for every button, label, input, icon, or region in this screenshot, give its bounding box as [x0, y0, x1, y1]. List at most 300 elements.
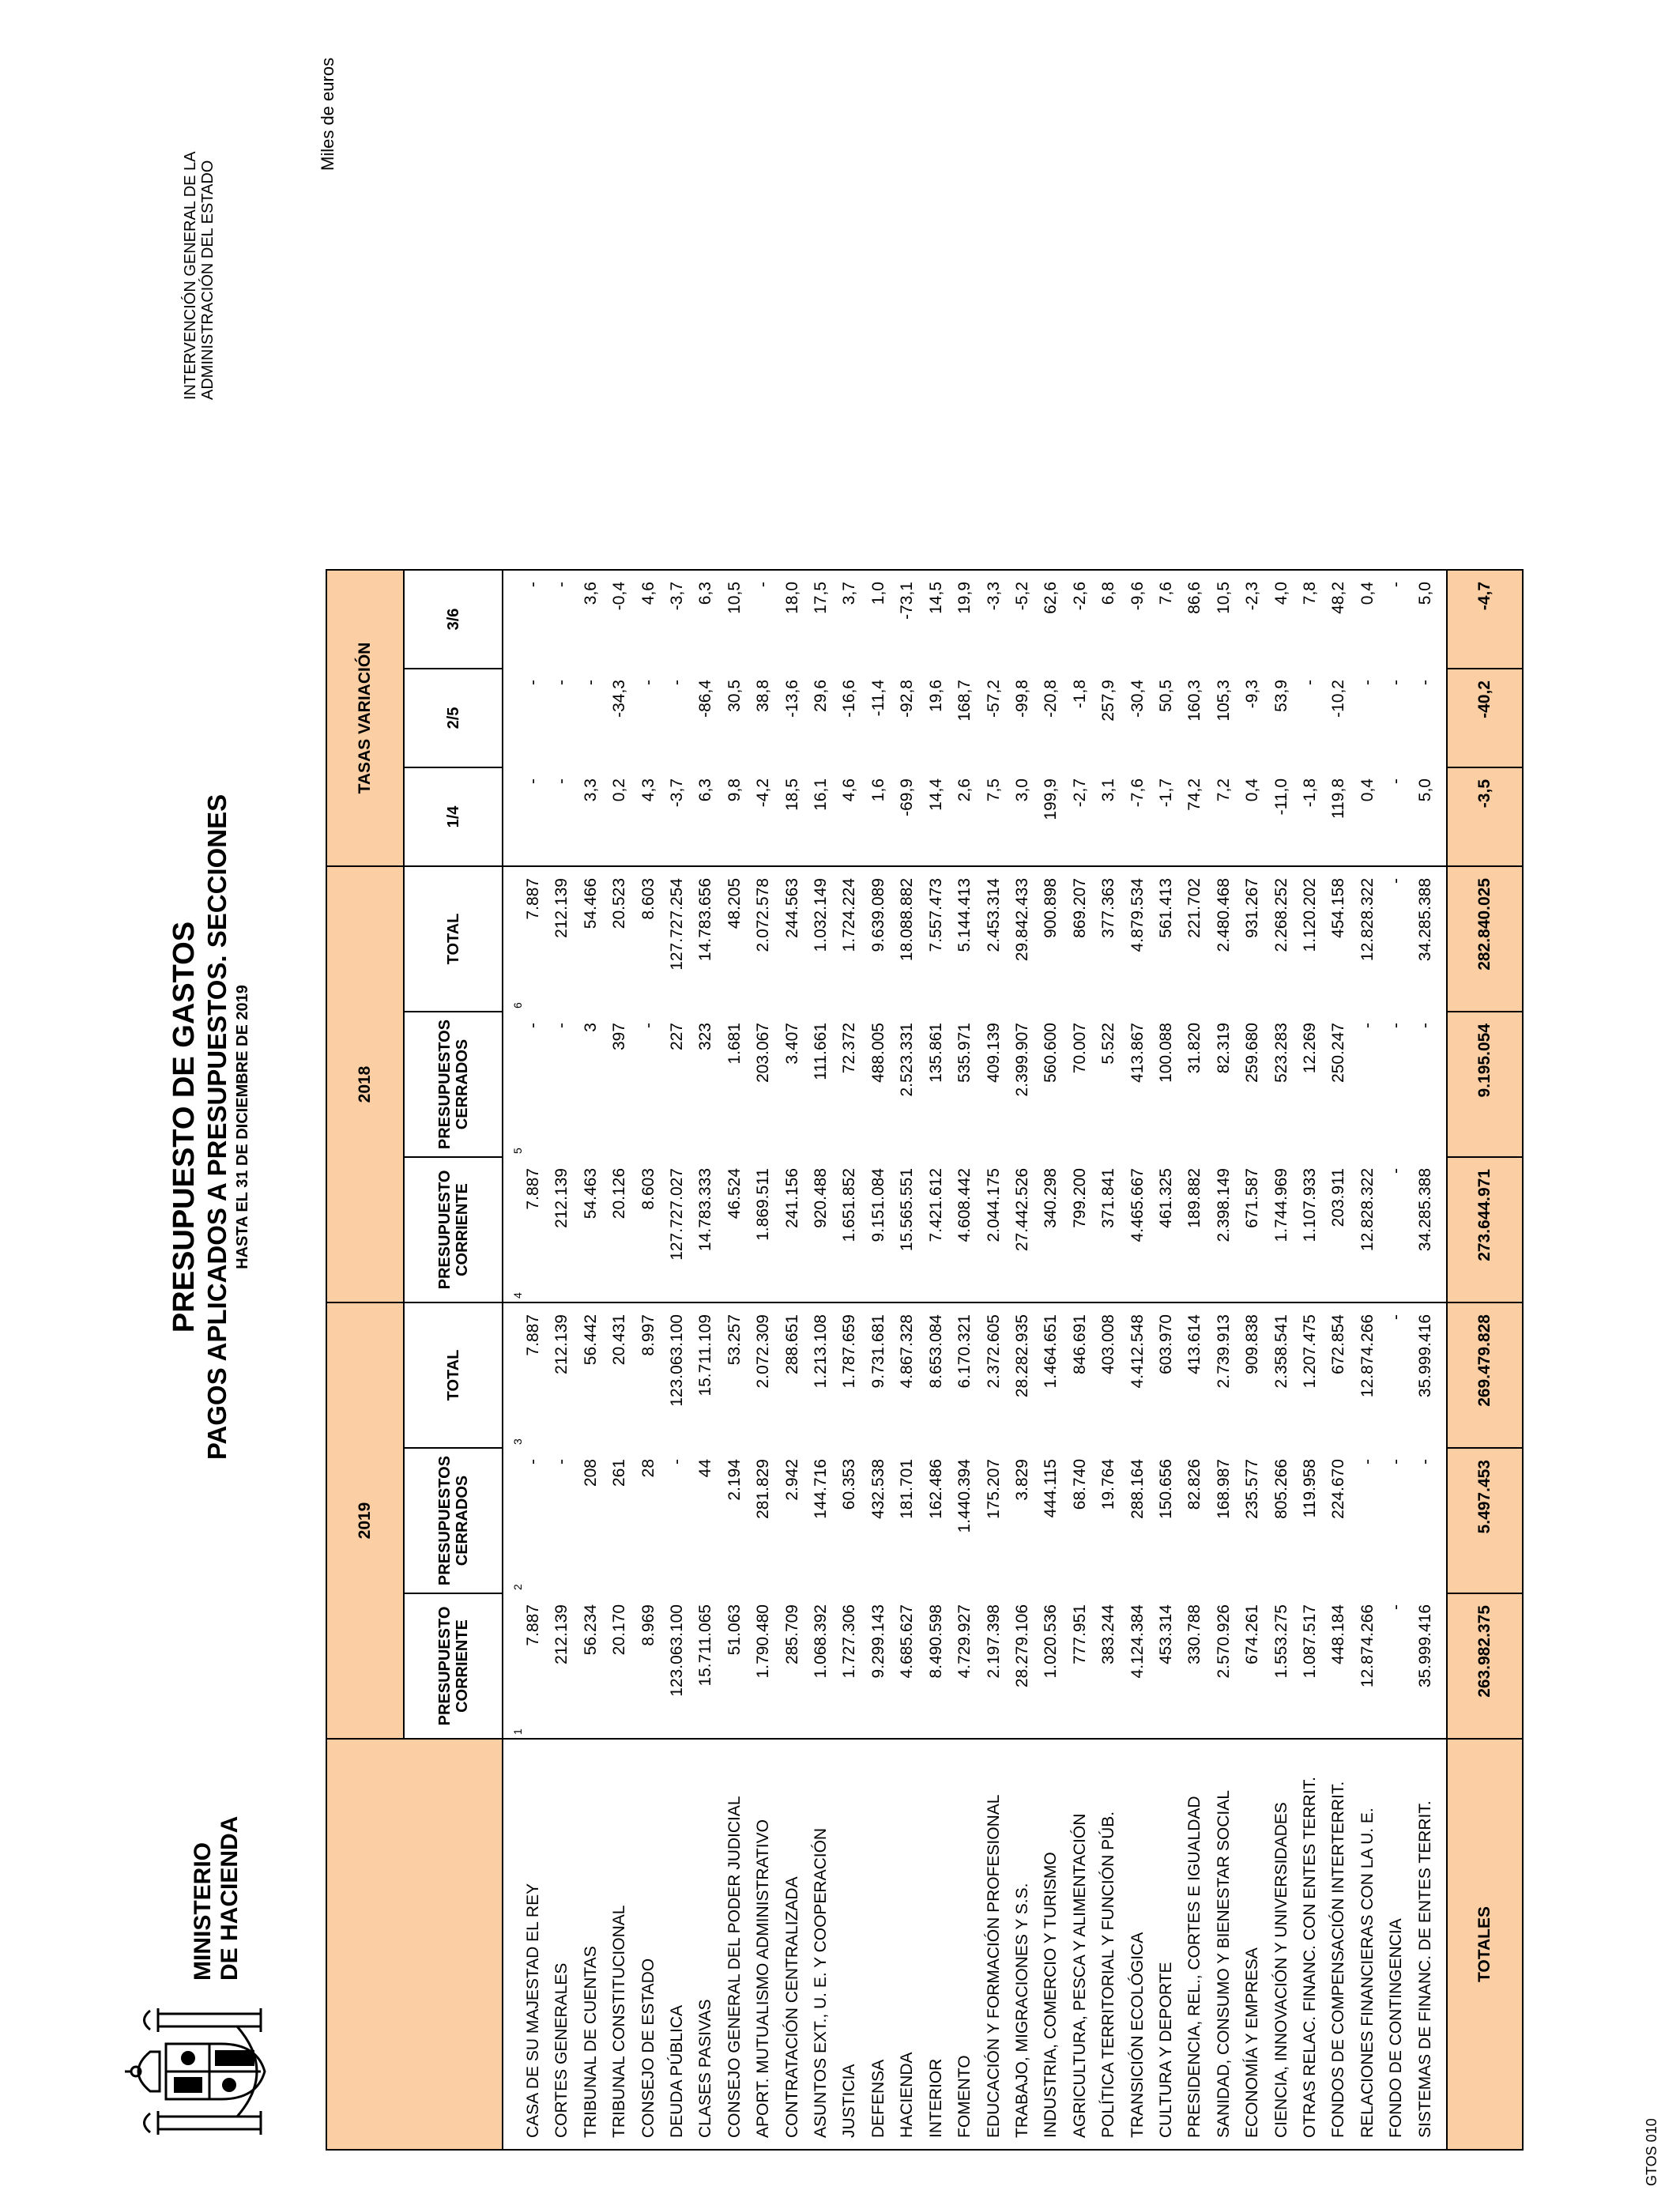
cell-value: 799.200	[1070, 1168, 1089, 1228]
value-cell	[503, 1593, 548, 1739]
cell-value: 453.314	[1156, 1604, 1175, 1664]
value-cell	[1094, 1157, 1123, 1302]
value-cell	[1382, 570, 1411, 669]
value-cell	[980, 1448, 1008, 1593]
cell-value: 413.867	[1128, 1023, 1147, 1083]
value-cell	[922, 1302, 951, 1448]
value-cell	[1210, 1157, 1238, 1302]
value-cell	[1066, 1593, 1094, 1739]
value-cell	[1324, 767, 1353, 866]
value-cell	[807, 1448, 835, 1593]
cell-value: 123.063.100	[668, 1314, 687, 1407]
value-cell	[1037, 1302, 1065, 1448]
page-title: PRESUPUESTO DE GASTOS	[168, 921, 201, 1333]
cell-value: 4.879.534	[1128, 878, 1147, 952]
value-cell	[635, 1593, 663, 1739]
cell-value: -9,6	[1128, 582, 1147, 611]
cell-value: -2,3	[1243, 582, 1262, 611]
value-cell	[1268, 669, 1296, 767]
value-cell	[1066, 1302, 1094, 1448]
value-cell	[577, 1448, 605, 1593]
value-cell	[548, 669, 576, 767]
cell-value: 0,4	[1358, 778, 1377, 802]
cell-value: 900.898	[1042, 878, 1060, 938]
cell-value: 35.999.416	[1415, 1314, 1434, 1398]
cell-value: -	[552, 1023, 571, 1028]
cell-value: -73,1	[898, 582, 917, 620]
value-cell	[1008, 570, 1037, 669]
value-cell	[1382, 1302, 1411, 1448]
value-cell	[1124, 866, 1152, 1012]
value-cell	[577, 1012, 605, 1157]
column-number: 3	[511, 1438, 524, 1445]
cell-value: -	[552, 582, 571, 587]
value-cell	[980, 1157, 1008, 1302]
cell-value: 257,9	[1099, 680, 1118, 722]
value-cell	[1066, 1448, 1094, 1593]
value-cell	[548, 1593, 576, 1739]
value-cell	[980, 570, 1008, 669]
cell-value: 4.729.927	[955, 1604, 974, 1679]
value-cell	[1066, 669, 1094, 767]
table-row	[721, 570, 749, 2150]
value-cell	[1324, 1448, 1353, 1593]
value-cell	[503, 669, 548, 767]
cell-value: 259.680	[1243, 1023, 1262, 1083]
cell-value: -	[1387, 1168, 1406, 1174]
table-row	[635, 570, 663, 2150]
value-cell	[807, 1157, 835, 1302]
cell-value: 212.139	[552, 1314, 571, 1374]
value-cell	[807, 570, 835, 669]
value-cell	[577, 767, 605, 866]
value-cell	[1008, 669, 1037, 767]
value-cell	[721, 866, 749, 1012]
value-cell	[577, 669, 605, 767]
table-row	[1124, 570, 1152, 2150]
cell-value: -	[1387, 878, 1406, 884]
value-cell	[663, 1302, 691, 1448]
table-row	[864, 570, 893, 2150]
section-name: EDUCACIÓN Y FORMACIÓN PROFESIONAL	[980, 1739, 1008, 2150]
section-name: INTERIOR	[922, 1739, 951, 2150]
cell-value: 203.911	[1329, 1168, 1348, 1227]
value-cell	[778, 866, 807, 1012]
cell-value: 1.120.202	[1300, 878, 1319, 952]
header-tasas: TASAS VARIACIÓN	[326, 570, 404, 866]
cell-value: 20.523	[610, 878, 629, 929]
cell-value: 8.997	[638, 1314, 657, 1356]
cell-value: 7.887	[524, 1604, 542, 1646]
value-cell	[1124, 1448, 1152, 1593]
cell-value: 74,2	[1185, 778, 1204, 811]
cell-value: 123.063.100	[668, 1604, 687, 1697]
value-cell	[691, 669, 720, 767]
table-body	[503, 570, 1523, 2150]
cell-value: -	[1358, 1459, 1377, 1465]
value-cell	[1296, 669, 1324, 767]
value-cell	[980, 669, 1008, 767]
cell-value: -	[552, 1459, 571, 1465]
cell-value: 12.269	[1300, 1023, 1319, 1074]
value-cell	[1296, 1302, 1324, 1448]
cell-value: -	[1415, 680, 1434, 685]
value-cell	[548, 1157, 576, 1302]
value-cell	[1238, 1157, 1267, 1302]
value-cell	[778, 1302, 807, 1448]
value-cell	[1268, 1302, 1296, 1448]
value-cell	[1037, 669, 1065, 767]
cell-value: -	[1387, 1459, 1406, 1465]
value-cell	[1324, 866, 1353, 1012]
cell-value: 62,6	[1042, 582, 1060, 614]
cell-value: -	[524, 582, 542, 587]
value-cell	[1354, 767, 1382, 866]
cell-value: 20.126	[610, 1168, 629, 1220]
cell-value: -	[1358, 1023, 1377, 1028]
cell-value: -	[1387, 680, 1406, 685]
value-cell	[635, 1157, 663, 1302]
value-cell	[1411, 1593, 1447, 1739]
cell-value: -	[1300, 680, 1319, 685]
value-cell	[1238, 1448, 1267, 1593]
value-cell	[980, 767, 1008, 866]
cell-value: 7,5	[984, 778, 1003, 802]
cell-value: 203.067	[754, 1023, 773, 1083]
value-cell	[922, 1593, 951, 1739]
cell-value: 3	[581, 1023, 600, 1032]
value-cell	[835, 1302, 864, 1448]
cell-value: -86,4	[696, 680, 715, 718]
value-cell	[749, 570, 778, 669]
section-name: CONSEJO DE ESTADO	[635, 1739, 663, 2150]
value-cell	[1124, 570, 1152, 669]
cell-value: -11,4	[868, 680, 887, 717]
cell-value: 869.207	[1070, 878, 1089, 938]
value-cell	[691, 1012, 720, 1157]
intervencion-label	[182, 151, 217, 400]
value-cell	[1238, 1302, 1267, 1448]
cell-value: 15.711.109	[696, 1314, 715, 1397]
value-cell	[548, 767, 576, 866]
value-cell	[1354, 1302, 1382, 1448]
cell-value: 3,1	[1099, 778, 1118, 802]
header-corriente-2019: PRESUPUESTO CORRIENTE	[404, 1593, 503, 1739]
section-name: TRANSICIÓN ECOLÓGICA	[1124, 1739, 1152, 2150]
value-cell	[1210, 1593, 1238, 1739]
value-cell	[1268, 570, 1296, 669]
value-cell	[1181, 669, 1209, 767]
cell-value: 9.299.143	[868, 1604, 887, 1679]
cell-value: 175.207	[984, 1459, 1003, 1519]
value-cell	[1354, 866, 1382, 1012]
cell-value: -2,6	[1070, 582, 1089, 611]
cell-value: 2.044.175	[984, 1168, 1003, 1242]
cell-value: -11,0	[1271, 778, 1290, 816]
total-value: 5.497.453	[1447, 1448, 1523, 1593]
value-cell	[922, 669, 951, 767]
value-cell	[835, 1448, 864, 1593]
value-cell	[635, 866, 663, 1012]
table-row	[691, 570, 720, 2150]
value-cell	[1124, 1302, 1152, 1448]
value-cell	[721, 1157, 749, 1302]
cell-value: 1.107.933	[1300, 1168, 1319, 1242]
cell-value: 4.412.548	[1128, 1314, 1147, 1389]
value-cell	[778, 669, 807, 767]
value-cell	[1066, 767, 1094, 866]
value-cell	[605, 669, 634, 767]
table-row	[663, 570, 691, 2150]
cell-value: -13,6	[782, 680, 801, 718]
cell-value: 82.319	[1214, 1023, 1233, 1074]
cell-value: -16,6	[840, 680, 859, 718]
cell-value: 1.651.852	[840, 1168, 859, 1242]
cell-value: 777.951	[1070, 1604, 1089, 1664]
cell-value: 224.670	[1329, 1459, 1348, 1519]
table-row	[1296, 570, 1324, 2150]
cell-value: 4,3	[638, 778, 657, 802]
value-cell	[663, 866, 691, 1012]
cell-value: -2,7	[1070, 778, 1089, 808]
cell-value: 383.244	[1099, 1604, 1118, 1664]
cell-value: -	[524, 1459, 542, 1465]
value-cell	[1411, 767, 1447, 866]
cell-value: 53.257	[725, 1314, 744, 1366]
value-cell	[893, 1012, 921, 1157]
cell-value: 1.032.149	[812, 878, 831, 952]
value-cell	[605, 866, 634, 1012]
cell-value: 68.740	[1070, 1459, 1089, 1510]
cell-value: 29.842.433	[1012, 878, 1031, 962]
value-cell	[749, 1302, 778, 1448]
cell-value: -99,8	[1012, 680, 1031, 718]
value-cell	[577, 1157, 605, 1302]
cell-value: 51.063	[725, 1604, 744, 1656]
section-name: HACIENDA	[893, 1739, 921, 2150]
value-cell	[1181, 570, 1209, 669]
cell-value: 1.087.517	[1300, 1604, 1319, 1679]
value-cell	[1382, 669, 1411, 767]
cell-value: -	[524, 1023, 542, 1028]
value-cell	[951, 1302, 979, 1448]
page-date: HASTA EL 31 DE DICIEMBRE DE 2019	[234, 985, 251, 1269]
table-row	[1152, 570, 1181, 2150]
value-cell	[778, 1593, 807, 1739]
value-cell	[893, 1302, 921, 1448]
value-cell	[577, 866, 605, 1012]
cell-value: 15.565.551	[898, 1168, 917, 1252]
value-cell	[691, 1448, 720, 1593]
value-cell	[1411, 1302, 1447, 1448]
cell-value: 3.407	[782, 1023, 801, 1065]
value-cell	[1324, 1302, 1353, 1448]
value-cell	[1210, 866, 1238, 1012]
total-value: 269.479.828	[1447, 1302, 1523, 1448]
value-cell	[1411, 570, 1447, 669]
cell-value: -	[552, 680, 571, 685]
cell-value: 56.234	[581, 1604, 600, 1656]
value-cell	[605, 570, 634, 669]
total-value: -4,7	[1447, 570, 1523, 669]
value-cell	[548, 1448, 576, 1593]
table-row	[893, 570, 921, 2150]
cell-value: 7.557.473	[926, 878, 945, 952]
value-cell	[663, 767, 691, 866]
cell-value: 15.711.065	[696, 1604, 715, 1687]
cell-value: 461.325	[1156, 1168, 1175, 1228]
value-cell	[1066, 1012, 1094, 1157]
cell-value: 4,6	[840, 778, 859, 802]
value-cell	[835, 669, 864, 767]
value-cell	[1268, 866, 1296, 1012]
cell-value: 7.887	[524, 878, 542, 920]
value-cell	[864, 1593, 893, 1739]
table-row	[807, 570, 835, 2150]
value-cell	[778, 570, 807, 669]
value-cell	[1094, 1012, 1123, 1157]
cell-value: 413.614	[1185, 1314, 1204, 1374]
cell-value: 9.151.084	[868, 1168, 887, 1242]
section-name: DEFENSA	[864, 1739, 893, 2150]
cell-value: 56.442	[581, 1314, 600, 1366]
cell-value: -92,8	[898, 680, 917, 718]
table-row	[1411, 570, 1447, 2150]
section-name: CONSEJO GENERAL DEL PODER JUDICIAL	[721, 1739, 749, 2150]
cell-value: 199,9	[1042, 778, 1060, 820]
value-cell	[1354, 1593, 1382, 1739]
cell-value: -	[524, 778, 542, 784]
value-cell	[1354, 1012, 1382, 1157]
table-row	[1181, 570, 1209, 2150]
cell-value: 7,2	[1214, 778, 1233, 802]
value-cell	[1124, 1012, 1152, 1157]
cell-value: 9.731.681	[868, 1314, 887, 1389]
cell-value: 2.072.578	[754, 878, 773, 952]
cell-value: -0,4	[610, 582, 629, 611]
value-cell	[835, 866, 864, 1012]
value-cell	[922, 1157, 951, 1302]
section-name: POLÍTICA TERRITORIAL Y FUNCIÓN PÚB.	[1094, 1739, 1123, 2150]
value-cell	[1382, 1157, 1411, 1302]
value-cell	[1008, 1302, 1037, 1448]
cell-value: -1,7	[1156, 778, 1175, 808]
value-cell	[721, 669, 749, 767]
value-cell	[503, 1448, 548, 1593]
cell-value: 14,4	[926, 778, 945, 811]
value-cell	[1411, 669, 1447, 767]
total-value: 263.982.375	[1447, 1593, 1523, 1739]
cell-value: 4,6	[638, 582, 657, 605]
value-cell	[922, 767, 951, 866]
cell-value: 2.358.541	[1271, 1314, 1290, 1389]
cell-value: -5,2	[1012, 582, 1031, 611]
value-cell	[1354, 669, 1382, 767]
value-cell	[1181, 866, 1209, 1012]
section-name: SANIDAD, CONSUMO Y BIENESTAR SOCIAL	[1210, 1739, 1238, 2150]
cell-value: -	[1415, 1023, 1434, 1028]
value-cell	[548, 1012, 576, 1157]
cell-value: 60.353	[840, 1459, 859, 1510]
header-cerrados-2019: PRESUPUESTOS CERRADOS	[404, 1448, 503, 1593]
value-cell	[1210, 669, 1238, 767]
cell-value: 1.440.394	[955, 1459, 974, 1533]
cell-value: 8.603	[638, 878, 657, 920]
table-row	[1324, 570, 1353, 2150]
value-cell	[1296, 767, 1324, 866]
value-cell	[691, 1157, 720, 1302]
cell-value: 18,0	[782, 582, 801, 614]
cell-value: -69,9	[898, 778, 917, 816]
value-cell	[893, 1157, 921, 1302]
value-cell	[1008, 1448, 1037, 1593]
value-cell	[922, 1012, 951, 1157]
cell-value: 288.164	[1128, 1459, 1147, 1519]
value-cell	[1094, 1593, 1123, 1739]
cell-value: 6.170.321	[955, 1314, 974, 1389]
cell-value: -20,8	[1042, 680, 1060, 718]
totals-label: TOTALES	[1447, 1739, 1523, 2150]
value-cell	[951, 669, 979, 767]
value-cell	[635, 669, 663, 767]
cell-value: 6,3	[696, 582, 715, 605]
value-cell	[749, 1448, 778, 1593]
value-cell	[864, 1448, 893, 1593]
value-cell	[635, 570, 663, 669]
cell-value: 6,3	[696, 778, 715, 802]
value-cell	[1094, 669, 1123, 767]
cell-value: 5.522	[1099, 1023, 1118, 1065]
cell-value: 330.788	[1185, 1604, 1204, 1664]
cell-value: 3,7	[840, 582, 859, 605]
value-cell	[503, 767, 548, 866]
cell-value: 1.553.275	[1271, 1604, 1290, 1679]
value-cell	[807, 1012, 835, 1157]
cell-value: 208	[581, 1459, 600, 1487]
value-cell	[864, 866, 893, 1012]
cell-value: 28.282.935	[1012, 1314, 1031, 1398]
cell-value: 82.826	[1185, 1459, 1204, 1510]
cell-value: 20.431	[610, 1314, 629, 1366]
cell-value: 29,6	[812, 680, 831, 712]
value-cell	[503, 570, 548, 669]
cell-value: 1.207.475	[1300, 1314, 1319, 1389]
value-cell	[1238, 866, 1267, 1012]
units-label: Miles de euros	[318, 57, 337, 171]
intervencion-line-2: ADMINISTRACIÓN DEL ESTADO	[199, 160, 217, 400]
value-cell	[721, 1448, 749, 1593]
cell-value: 1.068.392	[812, 1604, 831, 1679]
cell-value: -	[668, 680, 687, 685]
section-name: JUSTICIA	[835, 1739, 864, 2150]
value-cell	[503, 1157, 548, 1302]
cell-value: 168,7	[955, 680, 974, 722]
cell-value: 14.783.656	[696, 878, 715, 962]
value-cell	[1094, 767, 1123, 866]
value-cell	[503, 1012, 548, 1157]
cell-value: 4.124.384	[1128, 1604, 1147, 1679]
value-cell	[951, 1012, 979, 1157]
cell-value: 44	[696, 1459, 715, 1478]
cell-value: -10,2	[1329, 680, 1348, 718]
cell-value: -	[1387, 1604, 1406, 1610]
value-cell	[1066, 1157, 1094, 1302]
cell-value: -	[524, 680, 542, 685]
cell-value: 7,6	[1156, 582, 1175, 605]
cell-value: 9,8	[725, 778, 744, 802]
value-cell	[1296, 1157, 1324, 1302]
value-cell	[1008, 767, 1037, 866]
